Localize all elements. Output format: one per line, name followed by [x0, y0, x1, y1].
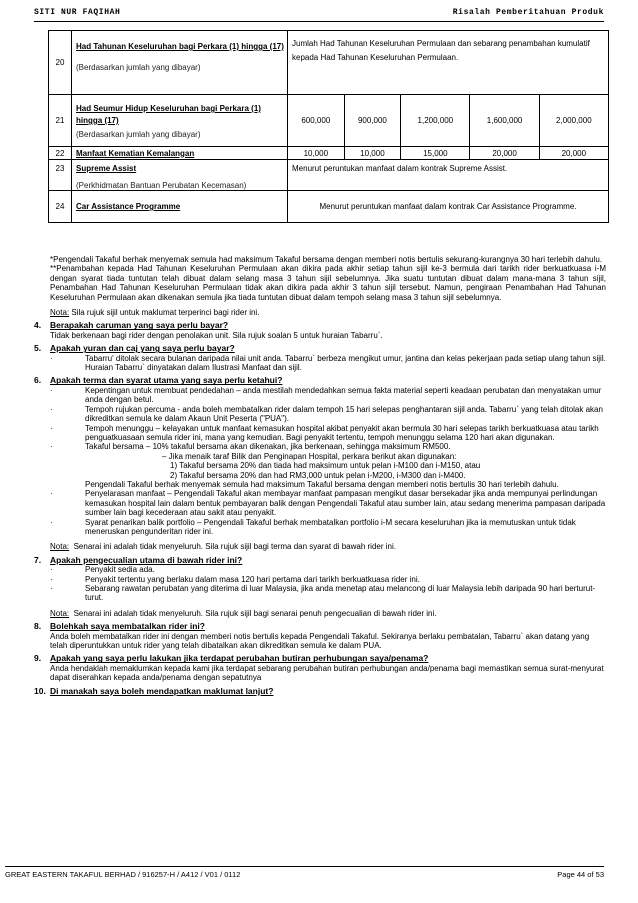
list-item — [34, 442, 606, 451]
bullet-icon: · — [50, 584, 53, 593]
list-item-text: Takaful bersama – 10% takaful bersama akan dikenakan, jika berkenaan, sehingga maksimum RM500. — [85, 442, 451, 452]
page-footer — [5, 870, 604, 879]
list-item-text: Sebarang rawatan perubatan yang diterima di luar Malaysia, jika anda menetap atau melancong di luar Malaysia lebih daripada 90 hari berturut-turut. — [85, 584, 596, 603]
row-title: Had Seumur Hidup Keseluruhan bagi Perkara (1) hingga (17) — [76, 104, 261, 125]
row-subtitle: (Berdasarkan jumlah yang dibayar) — [76, 130, 201, 139]
page-number: Page 44 of 53 — [557, 870, 604, 879]
answer-text: Tidak berkenaan bagi rider dengan penolakan unit. Sila rujuk soalan 5 untuk huraian Tabarru`. — [50, 330, 383, 340]
list-item — [34, 584, 606, 603]
question-number: 9. — [34, 653, 42, 664]
nota-text: Senarai ini adalah tidak menyeluruh. Sila rujuk sijil bagi terma dan syarat di bawah rider ini. — [73, 542, 396, 552]
row-value: Jumlah Had Tahunan Keseluruhan Permulaan dan sebarang penambahan kumulatif kepada Had Tahunan Keseluruhan Permulaan. — [288, 31, 609, 95]
table-row — [49, 31, 609, 95]
co-takaful-detail: 2) Takaful bersama 20% dan had RM3,000 untuk pelan i-M200, i-M300 dan i-M400. — [170, 470, 466, 480]
plan-value: 20,000 — [470, 147, 539, 160]
row-title: Had Tahunan Keseluruhan bagi Perkara (1) hingga (17) — [76, 42, 284, 51]
question-heading — [34, 556, 606, 565]
question-heading — [34, 376, 606, 385]
question-heading — [34, 622, 606, 631]
question-title: Bolehkah saya membatalkan rider ini? — [50, 621, 205, 632]
question-title: Apakah yuran dan caj yang saya perlu bayar? — [50, 343, 235, 354]
plan-value: 600,000 — [288, 95, 345, 147]
plan-value: 20,000 — [539, 147, 608, 160]
co-takaful-note: Pengendali Takaful berhak menyemak semula had maksimum Takaful bersama dengan memberi notis bertulis 30 hari terlebih dahulu. — [85, 479, 559, 489]
row-number: 21 — [49, 95, 72, 147]
list-item-text: Penyakit tertentu yang berlaku dalam masa 120 hari pertama dari tarikh berkuatkuasa rider ini. — [85, 574, 420, 584]
question-number: 4. — [34, 320, 42, 331]
row-number: 22 — [49, 147, 72, 160]
row-description — [72, 160, 288, 191]
row-number: 20 — [49, 31, 72, 95]
list-item-text: Penyelarasan manfaat – Pengendali Takaful akan membayar manfaat pampasan mengikut dasar bersekadar jika anda mempunyai perlindungan kemasukan hospital lain dalam bentuk pembayaran balik dengan Pengendali Takaful atau sumber lain, atau sedang menerima pampasan daripada sumber lain bagi kecederaan atau sakit atau penyakit. — [85, 489, 606, 518]
question-heading — [34, 321, 606, 330]
co-takaful-detail: 1) Takaful bersama 20% dan tiada had maksimum untuk pelan i-M100 dan i-M150, atau — [170, 461, 481, 471]
answer-text: Anda boleh membatalkan rider ini dengan memberi notis bertulis kepada Pengendali Takaful. Sekiranya berlaku pembatalan, Tabarru` akan datang yang telah diperuntukkan untuk rider yang telah dibatalkan akan dikreditkan semula ke dalam PUA. — [50, 631, 590, 651]
question-title: Berapakah caruman yang saya perlu bayar? — [50, 320, 229, 331]
header-title: Risalah Pemberitahuan Produk — [452, 8, 604, 17]
benefit-table — [48, 30, 609, 223]
row-title: Car Assistance Programme — [72, 191, 288, 223]
footer-company: GREAT EASTERN TAKAFUL BERHAD / 916257-H / A412 / V01 / 0112 — [5, 870, 241, 879]
question-number: 6. — [34, 375, 42, 386]
bullet-icon: · — [50, 423, 53, 433]
row-number: 24 — [49, 191, 72, 223]
question-title: Apakah pengecualian utama di bawah rider ini? — [50, 554, 243, 565]
row-value: Menurut peruntukan manfaat dalam kontrak Car Assistance Programme. — [288, 191, 609, 223]
row-description — [72, 95, 288, 147]
plan-value: 1,200,000 — [401, 95, 470, 147]
bullet-icon: · — [50, 574, 53, 584]
list-item — [34, 565, 606, 574]
table-row — [49, 147, 609, 160]
co-takaful-detail: – Jika menaik taraf Bilik dan Penginapan Hospital, perkara berikut akan digunakan: — [162, 451, 457, 461]
row-title: Manfaat Kematian Kemalangan — [72, 147, 288, 160]
list-item — [34, 489, 606, 517]
list-item-text: Syarat penarikan balik portfolio – Pengendali Takaful berhak membatalkan portfolio i-M secara keseluruhan jika ia memutuskan untuk tidak meneruskan pengunderitan rider ini. — [85, 517, 576, 536]
question-number: 8. — [34, 621, 42, 632]
nota-label: Nota: — [50, 608, 70, 618]
bullet-icon: · — [50, 404, 53, 414]
page-header — [34, 8, 604, 20]
bullet-icon: · — [50, 565, 53, 575]
question-number: 7. — [34, 554, 42, 565]
note-2: **Penambahan kepada Had Tahunan Keseluruhan Permulaan akan dikira pada akhir setiap tahun sijil ke-3 bermula dari tarikh rider berkuatkuasa i-M dengan syarat tiada tuntutan telah dibuat dalam selang masa 3 tahun sijil sebelumnya. Jika suatu tuntutan dibuat dalam mana-mana 3 tahun sijil, Penambahan Had Tahunan Keseluruhan Permulaan tidak akan dikira pada akhir 3 tahun sijil tersebut. Namun, pengiraan Penambahan Had Tahunan Keseluruhan Permulaan akan dikenakan semula jika tiada tuntutan dibuat dalam tempoh selang masa 3 tahun sijil sebelumnya. — [50, 264, 606, 302]
plan-value: 900,000 — [344, 95, 401, 147]
list-item — [34, 518, 606, 537]
header-divider — [34, 21, 604, 22]
nota-line — [34, 308, 606, 317]
nota-line — [34, 609, 606, 618]
note-1: *Pengendali Takaful berhak menyemak semula had maksimum Takaful bersama dengan memberi notis bertulis sekurang-kurangnya 30 hari terlebih dahulu. — [50, 255, 603, 264]
plan-value: 10,000 — [344, 147, 401, 160]
header-name: SITI NUR FAQIHAH — [34, 8, 121, 17]
bullet-icon: · — [50, 385, 53, 395]
bullet-icon: · — [50, 517, 53, 527]
row-number: 23 — [49, 160, 72, 191]
question-heading — [34, 687, 606, 696]
list-item-text: Tempoh menunggu – kelayakan untuk manfaat kemasukan hospital akibat penyakit akan bermula 30 hari selepas tarikh berkuatkuasa atau tarikh penguatkuasaan semula rider ini, mana yang kemudian. Bagi penyakit tertentu, tempoh menunggu selama 120 hari akan digunakan. — [85, 423, 599, 442]
list-item — [34, 354, 606, 373]
nota-label: Nota: — [50, 542, 70, 552]
row-subtitle: (Berdasarkan jumlah yang dibayar) — [76, 63, 201, 72]
row-description — [72, 31, 288, 95]
bullet-icon: · — [50, 353, 53, 363]
question-number: 10. — [34, 685, 46, 696]
bullet-icon: · — [50, 442, 53, 452]
plan-value: 1,600,000 — [470, 95, 539, 147]
list-item-text: Kepentingan untuk membuat pendedahan – anda mestilah mendedahkan semua fakta material seperti keadaan perubatan dan menyatakan umur anda dengan betul. — [85, 385, 602, 405]
nota-label: Nota: — [50, 308, 70, 318]
plan-value: 15,000 — [401, 147, 470, 160]
question-heading — [34, 344, 606, 353]
question-title: Apakah yang saya perlu lakukan jika terdapat perubahan butiran perhubungan saya/penama? — [50, 653, 429, 664]
list-item — [34, 405, 606, 424]
table-row — [49, 160, 609, 191]
nota-text: Sila rujuk sijil untuk maklumat terperinci bagi rider ini. — [71, 308, 260, 318]
question-number: 5. — [34, 343, 42, 354]
list-item — [34, 424, 606, 443]
row-subtitle: (Perkhidmatan Bantuan Perubatan Kecemasan) — [76, 181, 247, 190]
row-title: Supreme Assist — [76, 164, 137, 173]
list-item — [34, 575, 606, 584]
list-item-text: Penyakit sedia ada. — [85, 565, 155, 575]
list-item-text: Tabarru' ditolak secara bulanan daripada nilai unit anda. Tabarru` berbeza mengikut umur, jantina dan kelas pekerjaan pada setiap ulang tahun sijil. Huraian Tabarru` dinyatakan dalam Ilustrasi Manfaat dan sijil. — [85, 353, 606, 373]
document-body — [34, 255, 606, 696]
question-title: Di manakah saya boleh mendapatkan maklumat lanjut? — [50, 685, 274, 696]
list-item — [34, 386, 606, 405]
plan-value: 2,000,000 — [539, 95, 608, 147]
row-value: Menurut peruntukan manfaat dalam kontrak Supreme Assist. — [288, 160, 609, 191]
table-row — [49, 191, 609, 223]
table-row — [49, 95, 609, 147]
bullet-icon: · — [50, 489, 53, 499]
nota-text: Senarai ini adalah tidak menyeluruh. Sila rujuk sijil bagi senarai penuh pengecualian di bawah rider ini. — [73, 608, 437, 618]
answer-text: Anda hendaklah memaklumkan kepada kami jika terdapat sebarang perubahan butiran perhubungan anda/penama bagi memastikan semua surat-menyurat dapat diserahkan kepada anda/penama dengan sepatutnya — [50, 663, 604, 683]
question-heading — [34, 654, 606, 663]
footer-divider — [5, 866, 604, 867]
question-title: Apakah terma dan syarat utama yang saya perlu ketahui? — [50, 375, 283, 386]
nota-line — [34, 542, 606, 551]
list-item-text: Tempoh rujukan percuma - anda boleh membatalkan rider dalam tempoh 15 hari selepas penghantaran sijil anda. Tabarru` yang telah ditolak akan dikreditkan semula ke dalam Akaun Unit Peserta ("PUA"). — [85, 404, 603, 424]
plan-value: 10,000 — [288, 147, 345, 160]
